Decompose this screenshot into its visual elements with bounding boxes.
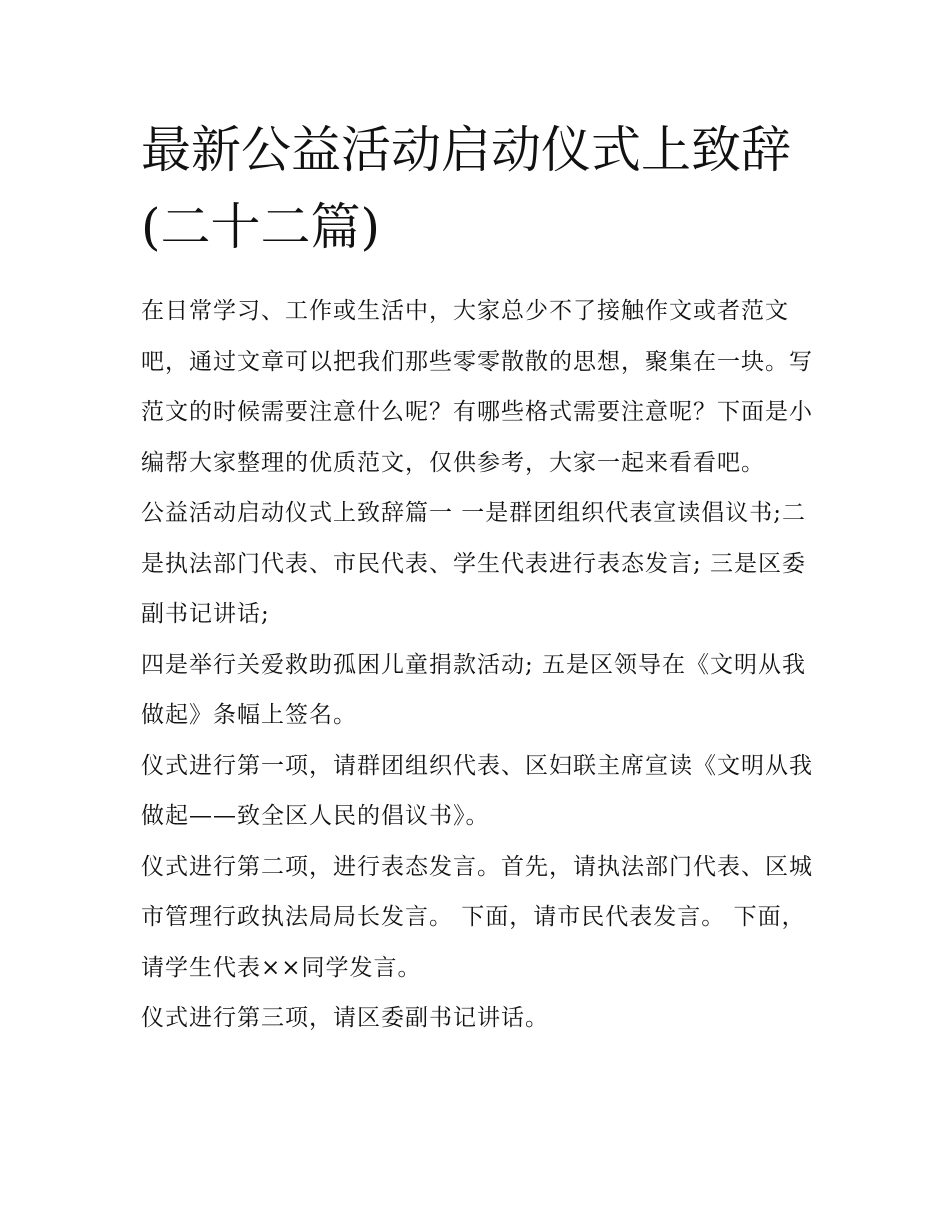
paragraph-step-two: 仪式进行第二项，进行表态发言。首先，请执法部门代表、区城市管理行政执法局局长发言。 下面，请市民代表发言。 下面，请学生代表××同学发言。: [141, 853, 813, 981]
paragraph-step-three: 仪式进行第三项，请区委副书记讲话。: [141, 1005, 549, 1031]
paragraph-agenda-part1: 公益活动启动仪式上致辞篇一 一是群团组织代表宣读倡议书;二是执法部门代表、市民代表、学生代表进行表态发言; 三是区委副书记讲话;: [141, 500, 807, 627]
paragraph-intro: 在日常学习、工作或生活中，大家总少不了接触作文或者范文吧，通过文章可以把我们那些零零散散的思想，聚集在一块。写范文的时候需要注意什么呢？有哪些格式需要注意呢？下面是小编帮大家整理的优质范文，仅供参考，大家一起来看看吧。: [141, 298, 813, 476]
document-content: [141, 112, 816, 1044]
paragraph-step-one: 仪式进行第一项，请群团组织代表、区妇联主席宣读《文明从我做起——致全区人民的倡议书》。: [141, 752, 813, 829]
paragraph-agenda-part2: 四是举行关爱救助孤困儿童捐款活动; 五是区领导在《文明从我做起》条幅上签名。: [141, 651, 807, 728]
document-title: 最新公益活动启动仪式上致辞(二十二篇): [141, 121, 791, 256]
document-body: [141, 286, 816, 1044]
